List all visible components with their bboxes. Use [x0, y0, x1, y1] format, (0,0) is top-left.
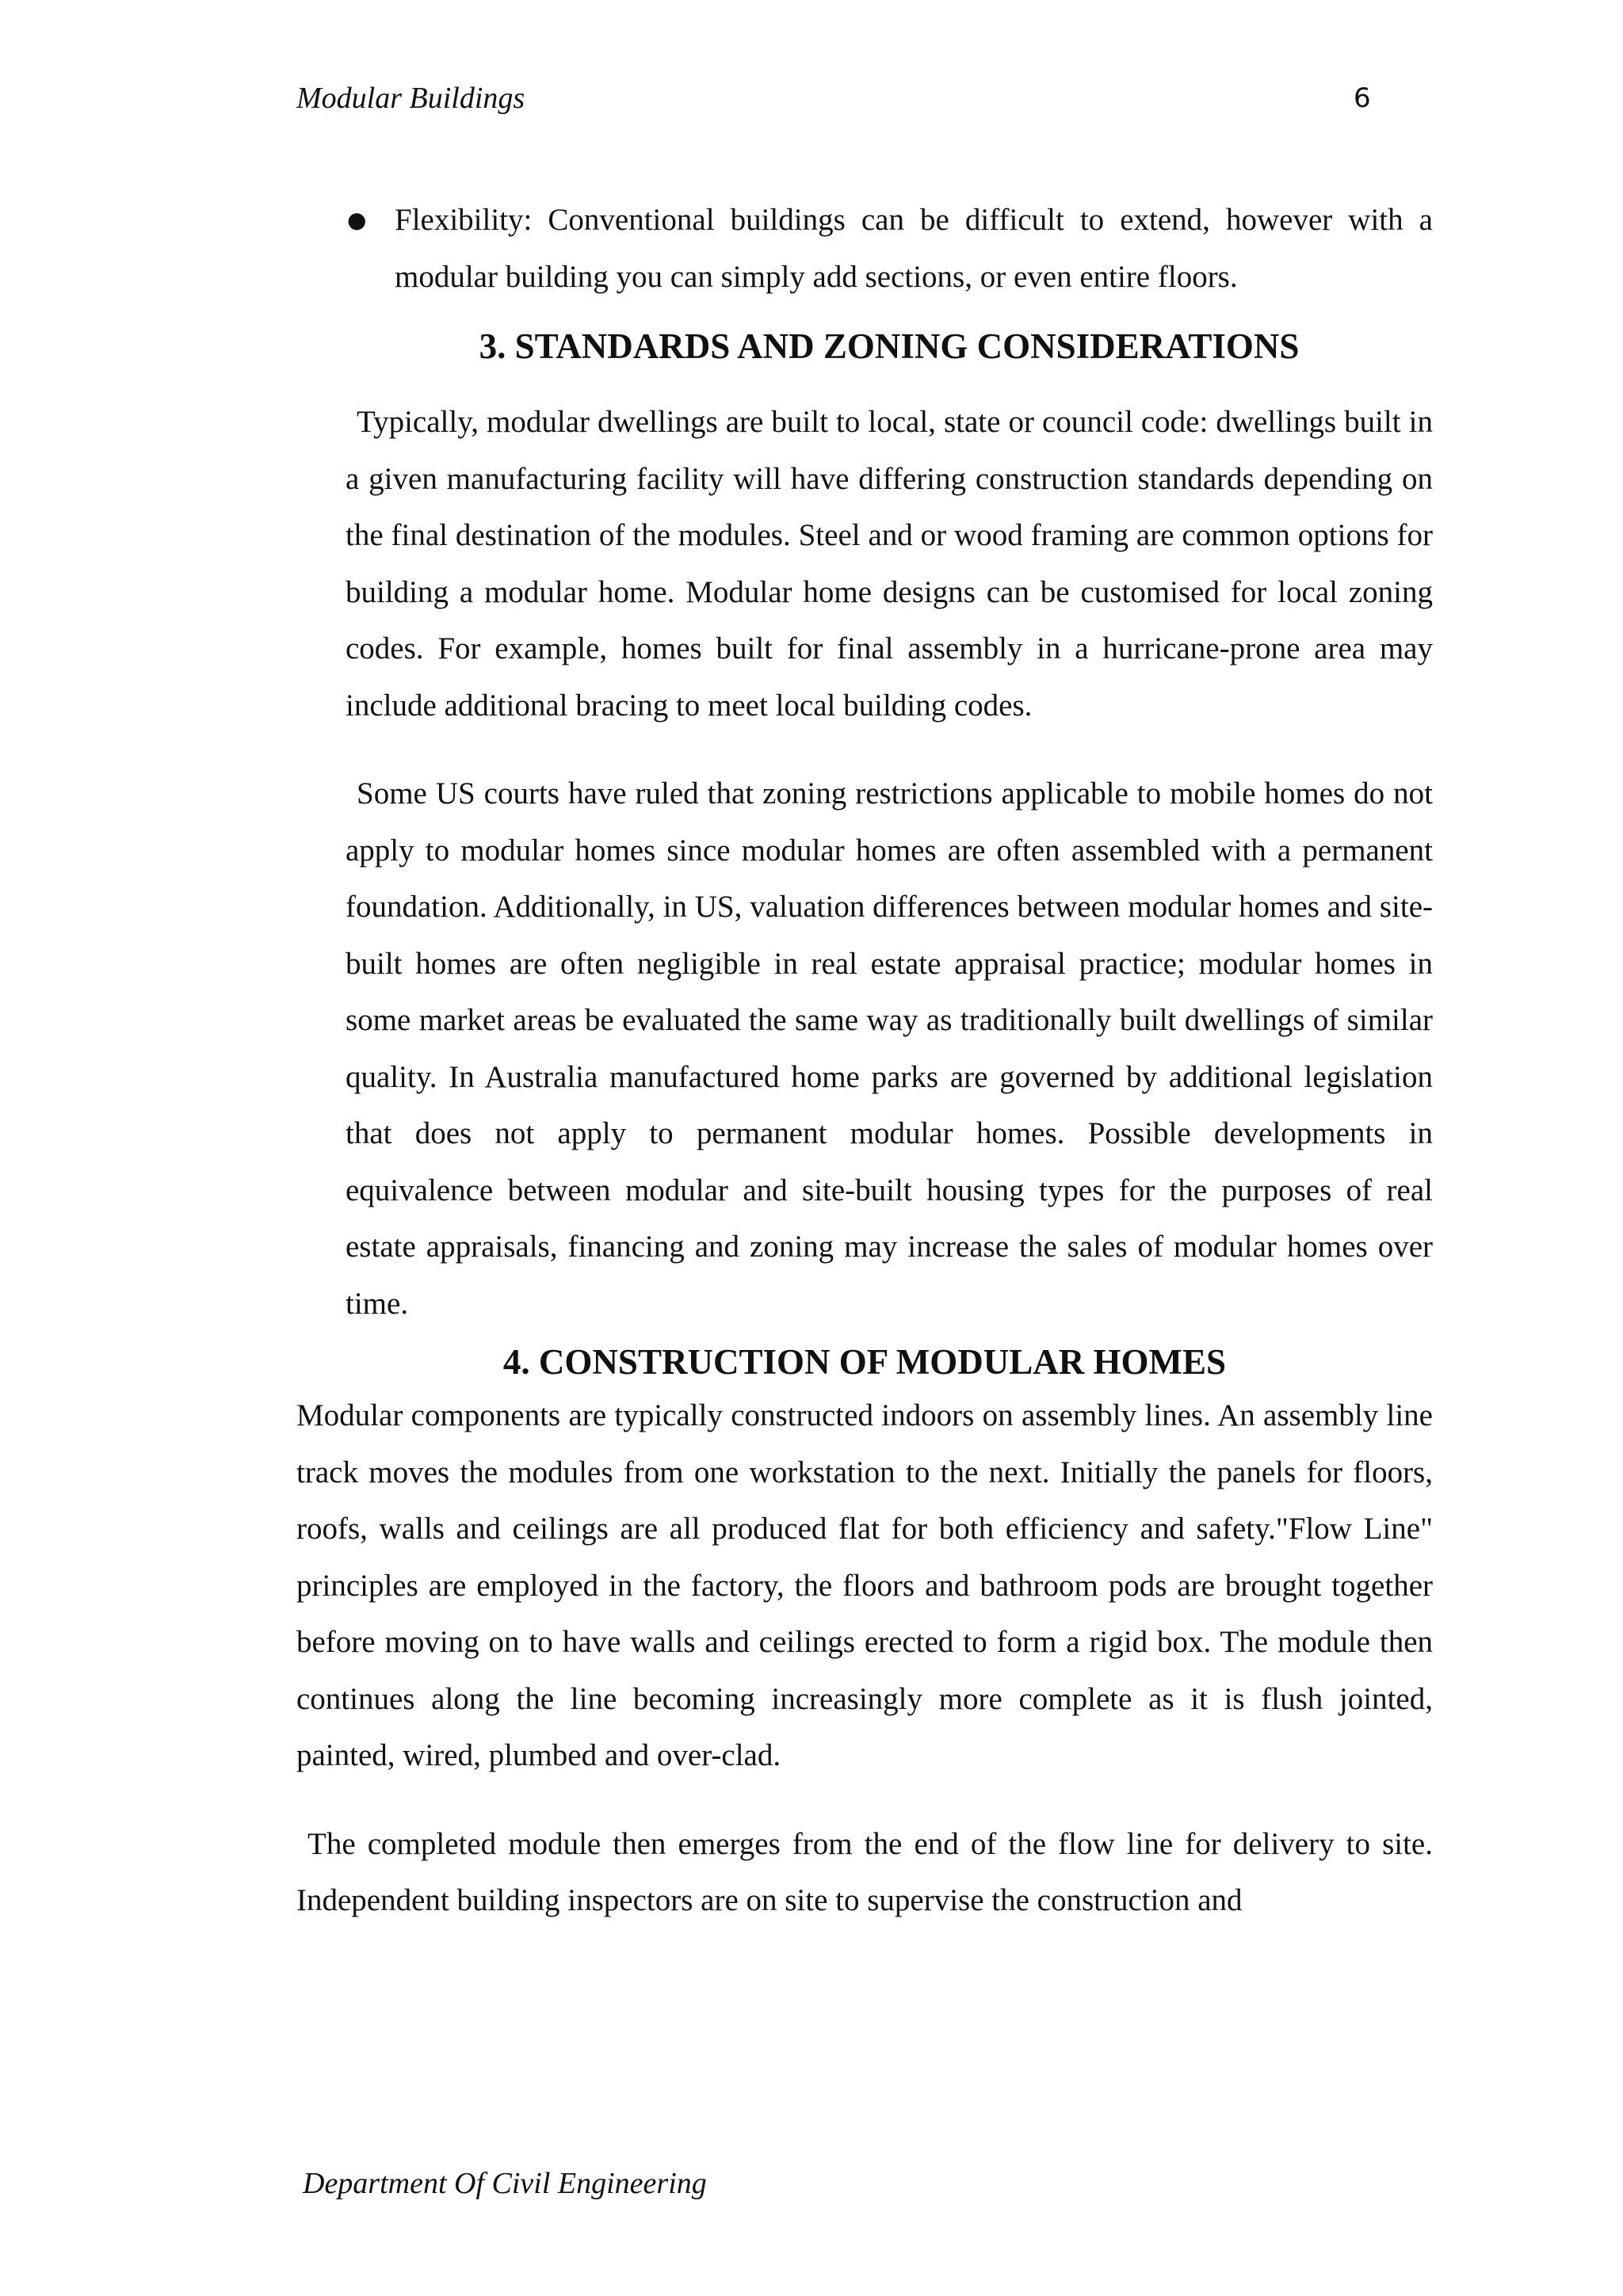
paragraph-gap — [296, 1784, 1433, 1816]
bullet-icon: ● — [347, 207, 367, 233]
paragraph-gap — [346, 734, 1433, 765]
page-content — [296, 192, 1433, 1929]
section-heading-construction: 4. CONSTRUCTION OF MODULAR HOMES — [502, 1342, 1227, 1382]
running-footer: Department Of Civil Engineering — [303, 2167, 707, 2200]
bullet-item — [347, 192, 1433, 305]
section-heading-standards: 3. STANDARDS AND ZONING CONSIDERATIONS — [479, 326, 1300, 366]
bullet-text: Flexibility: Conventional buildings can be difficult to extend, however with a modular building you can simply add sections, or even entire floors. — [395, 203, 1433, 294]
running-header-title: Modular Buildings — [296, 82, 525, 115]
page-number: 6 — [1354, 82, 1371, 114]
section-standards-body — [346, 394, 1433, 1332]
paragraph-standards-1: Typically, modular dwellings are built to local, state or council code: dwellings built in a given manufacturing facility will have differing construction standards depending on the final destination of the modules. Steel and or wood framing are common options for building a modular home. Modular home designs can be customised for local zoning codes. For example, homes built for final assembly in a hurricane-prone area may include additional bracing to meet local building codes. — [346, 405, 1433, 723]
paragraph-construction-2: The completed module then emerges from the end of the flow line for delivery to site. Independent building inspectors are on site to supervise the construction and — [296, 1826, 1433, 1917]
paragraph-standards-2: Some US courts have ruled that zoning restrictions applicable to mobile homes do not apply to modular homes since modular homes are often assembled with a permanent foundation. Additionally, in US, valuation differences between modular homes and site-built homes are often negligible in real estate appraisal practice; modular homes in some market areas be evaluated the same way as traditionally built dwellings of similar quality. In Australia manufactured home parks are governed by additional legislation that does not apply to permanent modular homes. Possible developments in equivalence between modular and site-built housing types for the purposes of real estate appraisals, financing and zoning may increase the sales of modular homes over time. — [346, 776, 1433, 1321]
paragraph-construction-1: Modular components are typically constructed indoors on assembly lines. An assembly line track moves the modules from one workstation to the next. Initially the panels for floors, roofs, walls and ceilings are all produced flat for both efficiency and safety."Flow Line" principles are employed in the factory, the floors and bathroom pods are brought together before moving on to have walls and ceilings erected to form a rigid box. The module then continues along the line becoming increasingly more complete as it is flush jointed, painted, wired, plumbed and over-clad. — [296, 1398, 1433, 1772]
